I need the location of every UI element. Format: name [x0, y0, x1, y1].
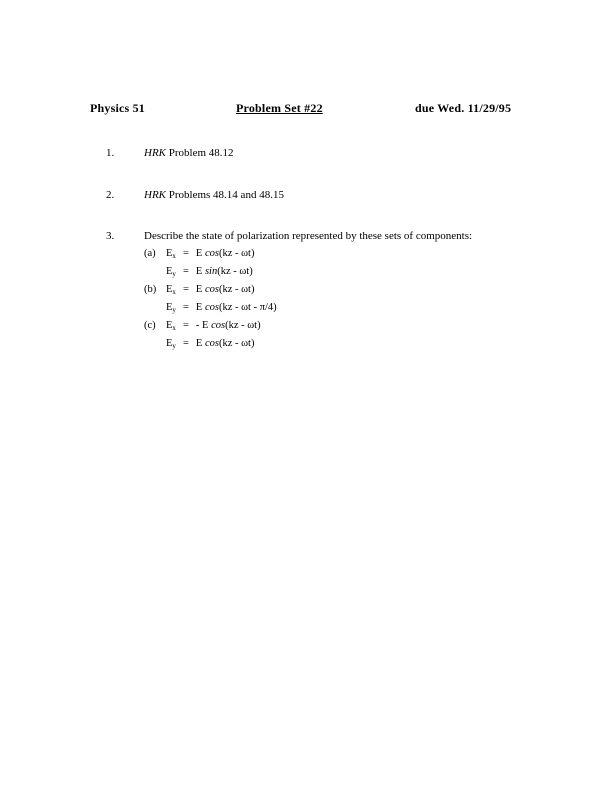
component-equation [166, 338, 254, 350]
book-ref: HRK [144, 147, 166, 159]
amplitude: E [195, 266, 203, 277]
trig-argument: (kz - ωt) [225, 320, 261, 331]
component-subscript: x [172, 324, 176, 332]
header-course: Physics 51 [90, 101, 146, 115]
trig-argument: (kz - ωt) [218, 338, 255, 349]
problem-number: 3. [106, 230, 115, 242]
trig-argument: (kz - ωt - π/4) [218, 302, 277, 313]
problem-text [144, 147, 234, 159]
equals-sign: = [182, 302, 189, 313]
component-equation [144, 284, 254, 296]
trig-function: cos [204, 302, 219, 313]
problem-desc: Problem 48.12 [168, 147, 234, 159]
trig-function: cos [211, 320, 226, 331]
equals-sign: = [182, 338, 189, 349]
component-label: (c) [144, 320, 156, 331]
trig-function: cos [204, 284, 219, 295]
component-equation [166, 266, 253, 278]
problem-text [144, 189, 284, 201]
trig-argument: (kz - ωt) [217, 266, 253, 277]
equals-sign: = [182, 266, 189, 277]
component-subscript: y [172, 342, 176, 350]
component-symbol: $E_x$ [166, 320, 176, 332]
trig-argument: (kz - ωt) [218, 248, 255, 259]
amplitude: E [195, 302, 203, 313]
component-subscript: x [172, 288, 176, 296]
component-symbol: $E_y$ [166, 338, 176, 350]
equals-sign: = [182, 248, 189, 259]
component-subscript: y [172, 270, 176, 278]
component-label: (b) [144, 284, 157, 295]
amplitude: E [195, 248, 203, 259]
component-symbol: $E_y$ [166, 302, 176, 314]
amplitude: - E [195, 320, 209, 331]
component-equation [144, 248, 254, 260]
component-equation [166, 302, 277, 314]
trig-function: cos [204, 248, 219, 259]
component-label: (a) [144, 248, 156, 259]
problem-number: 2. [106, 189, 115, 201]
trig-function: sin [204, 266, 218, 277]
equals-sign: = [182, 284, 189, 295]
problem-desc: Problems 48.14 and 48.15 [168, 189, 284, 201]
trig-function: cos [204, 338, 219, 349]
component-subscript: x [172, 252, 176, 260]
problem-desc: Describe the state of polarization represented by these sets of components: [144, 230, 473, 242]
problem-number: 1. [106, 147, 115, 159]
equals-sign: = [182, 320, 189, 331]
header-title: Problem Set #22 [236, 101, 323, 115]
component-symbol: $E_x$ [166, 248, 176, 260]
trig-argument: (kz - ωt) [218, 284, 255, 295]
book-ref: HRK [144, 189, 166, 201]
component-symbol: $E_x$ [166, 284, 176, 296]
amplitude: E [195, 338, 203, 349]
header-due-date: due Wed. 11/29/95 [415, 101, 512, 115]
component-symbol: $E_y$ [166, 266, 176, 278]
component-equation [144, 320, 261, 332]
amplitude: E [195, 284, 203, 295]
component-subscript: y [172, 306, 176, 314]
